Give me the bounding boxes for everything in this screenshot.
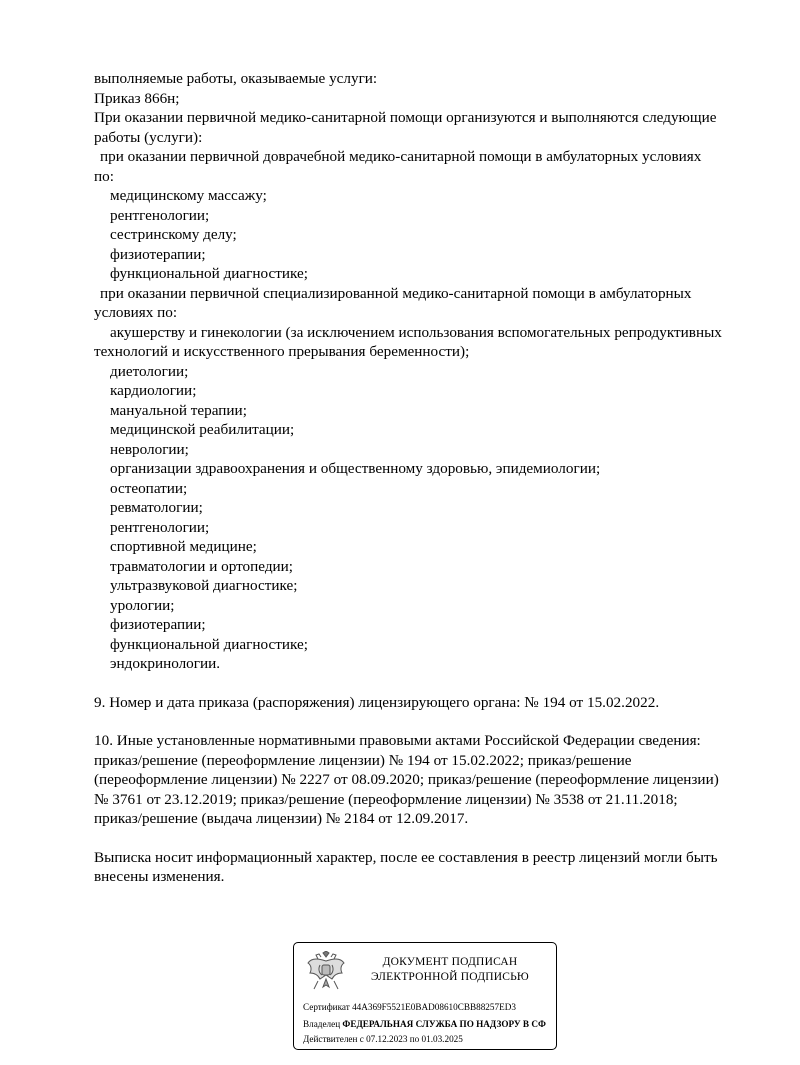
list-item: рентгенологии; [110, 206, 210, 224]
list-item: функциональной диагностике; [110, 265, 308, 282]
text-line: 10. Иные установленные нормативными правовыми актами Российской Федерации сведения: [94, 732, 701, 749]
stamp-title-line: ДОКУМЕНТ ПОДПИСАН [382, 956, 518, 968]
list-item: остеопатии; [110, 479, 188, 497]
text-line: Приказ 866н; [94, 89, 180, 107]
document-body [94, 69, 774, 887]
list-item: сестринскому делу; [110, 226, 237, 243]
text-line: внесены изменения. [94, 868, 225, 885]
list-item: ревматологии; [110, 499, 203, 516]
list-doctor-pre [94, 186, 774, 284]
section-heading: при оказании первичной доврачебной медико-санитарной помощи в амбулаторных условиях [100, 148, 702, 165]
russian-coat-of-arms-icon [306, 951, 346, 995]
section-heading: при оказании первичной специализированной медико-санитарной помощи в амбулаторных [100, 284, 692, 302]
stamp-title-line: ЭЛЕКТРОННОЙ ПОДПИСЬЮ [371, 971, 529, 983]
text-line: При оказании первичной медико-санитарной помощи организуются и выполняются следующие [94, 109, 717, 126]
list-item: акушерству и гинекологии (за исключением использования вспомогательных репродуктивных [110, 323, 722, 341]
text-line: Выписка носит информационный характер, после ее составления в реестр лицензий могли быть [94, 848, 718, 866]
list-item: ультразвуковой диагностике; [110, 577, 298, 594]
disclaimer-note [94, 848, 774, 887]
stamp-owner [303, 1018, 546, 1030]
list-item: неврологии; [110, 440, 189, 458]
text-line: выполняемые работы, оказываемые услуги: [94, 70, 378, 87]
text-line: № 3761 от 23.12.2019; приказ/решение (переоформление лицензии) № 3538 от 21.11.2018; [94, 790, 678, 808]
stamp-owner-label: Владелец [303, 1019, 341, 1029]
list-item: кардиологии; [110, 382, 197, 399]
section-10 [94, 731, 774, 829]
text-line: работы (услуги): [94, 128, 203, 146]
list-item: эндокринологии. [110, 655, 221, 672]
stamp-title [360, 955, 540, 985]
text-line: приказ/решение (переоформление лицензии) № 194 от 15.02.2022; приказ/решение [94, 751, 632, 769]
list-item: медицинскому массажу; [110, 187, 267, 204]
list-item: медицинской реабилитации; [110, 421, 295, 438]
list-item: функциональной диагностике; [110, 635, 308, 653]
stamp-certificate: Сертификат 44A369F5521E0BAD08610CBB88257ED3 [303, 1002, 516, 1012]
section-heading-cont: по: [94, 167, 114, 185]
section-heading-cont: условиях по: [94, 304, 178, 321]
list-item: физиотерапии; [110, 616, 206, 633]
list-item-cont: технологий и искусственного прерывания беременности); [94, 343, 470, 360]
list-item: травматологии и ортопедии; [110, 557, 294, 575]
list-item: мануальной терапии; [110, 401, 247, 419]
list-item: физиотерапии; [110, 245, 206, 263]
list-item: организации здравоохранения и общественному здоровью, эпидемиологии; [110, 460, 601, 477]
stamp-validity: Действителен с 07.12.2023 по 01.03.2025 [303, 1034, 463, 1044]
list-item: урологии; [110, 596, 175, 614]
text-line: приказ/решение (выдача лицензии) № 2184 от 12.09.2017. [94, 810, 469, 827]
list-item: диетологии; [110, 362, 189, 380]
section-9: 9. Номер и дата приказа (распоряжения) лицензирующего органа: № 194 от 15.02.2022. [94, 693, 660, 711]
list-item: спортивной медицине; [110, 538, 257, 555]
text-line: (переоформление лицензии) № 2227 от 08.09.2020; приказ/решение (переоформление лицензии) [94, 771, 719, 788]
list-special [94, 362, 774, 674]
electronic-signature-stamp [293, 942, 557, 1050]
stamp-owner-value: ФЕДЕРАЛЬНАЯ СЛУЖБА ПО НАДЗОРУ В СФ [342, 1019, 546, 1029]
list-item: рентгенологии; [110, 518, 210, 536]
